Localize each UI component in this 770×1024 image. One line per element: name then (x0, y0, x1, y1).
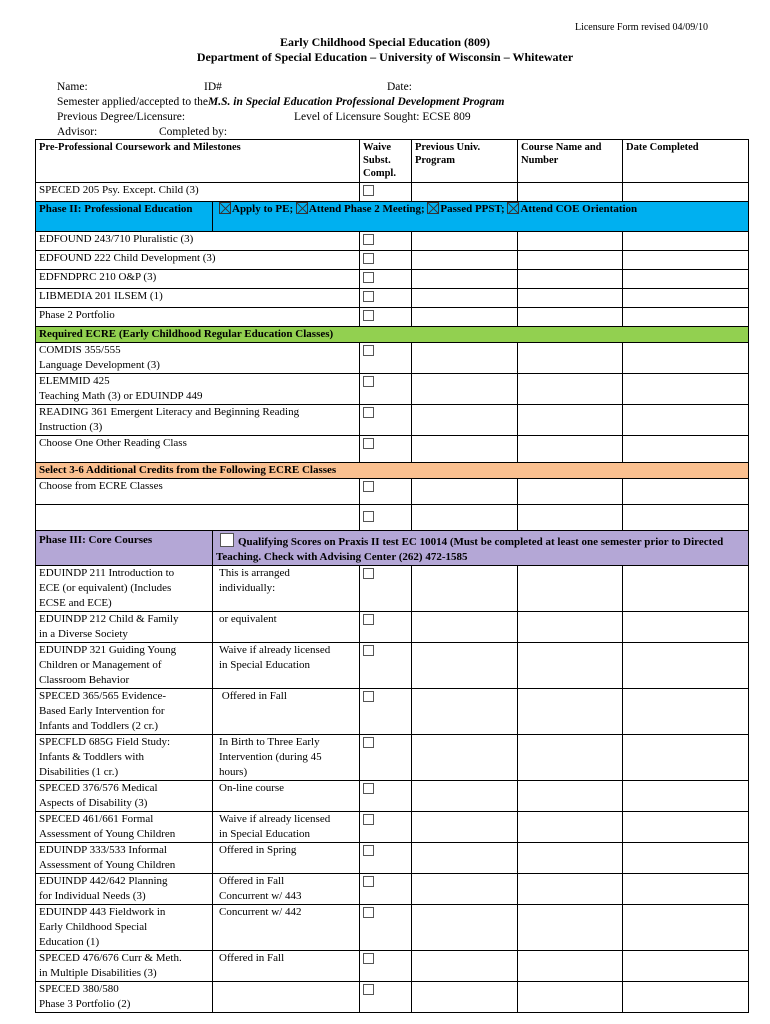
waive-checkbox[interactable] (363, 253, 374, 264)
advisor-row (57, 125, 227, 140)
table-row (36, 689, 749, 735)
date-label: Date: (387, 81, 412, 93)
advisor-label: Advisor: (57, 126, 98, 138)
course-line: Instruction (3) (39, 421, 103, 433)
header-coursework: Pre-Professional Coursework and Milestones (36, 140, 360, 183)
course-line: COMDIS 355/555 (39, 344, 121, 356)
course-cell (36, 405, 360, 436)
empty-cell[interactable] (412, 812, 518, 843)
course-line: Teaching Math (3) or EDUINDP 449 (39, 390, 203, 402)
course-cell (36, 905, 213, 951)
attend-meeting-checkbox[interactable] (296, 202, 308, 214)
course-line: EDUINDP 212 Child & Family (39, 613, 179, 625)
note-cell (213, 982, 360, 1013)
course-cell (36, 982, 213, 1013)
table-row (36, 270, 749, 289)
empty-cell[interactable] (412, 643, 518, 689)
phase3-header-row (36, 531, 749, 566)
course-line: Early Childhood Special (39, 921, 148, 933)
table-row (36, 566, 749, 612)
empty-cell[interactable] (623, 566, 749, 612)
empty-cell[interactable] (623, 812, 749, 843)
table-row (36, 812, 749, 843)
table-row (36, 874, 749, 905)
table-header-row (36, 140, 749, 183)
course-cell (36, 612, 213, 643)
course-cell (36, 343, 360, 374)
course-line: in Multiple Disabilities (3) (39, 967, 157, 979)
course-line: SPECFLD 685G Field Study: (39, 736, 171, 748)
course-cell: EDFOUND 222 Child Development (3) (36, 251, 360, 270)
empty-cell[interactable] (518, 951, 623, 982)
passed-ppst-label: Passed PPST; (440, 203, 505, 215)
course-line: SPECED 380/580 (39, 983, 119, 995)
phase3-title: Phase III: Core Courses (36, 531, 213, 566)
waive-checkbox[interactable] (363, 845, 374, 856)
header-waive: Waive Subst. Compl. (360, 140, 412, 183)
semester-row (57, 95, 505, 110)
course-line: EDUINDP 443 Fieldwork in (39, 906, 166, 918)
table-row (36, 905, 749, 951)
ecre-title: Required ECRE (Early Childhood Regular Education Classes) (36, 327, 749, 343)
table-row (36, 505, 749, 531)
course-cell (36, 505, 360, 531)
empty-cell[interactable] (518, 643, 623, 689)
note-line: Offered in Fall (219, 875, 285, 887)
empty-cell[interactable] (518, 689, 623, 735)
course-cell (36, 643, 213, 689)
waive-checkbox[interactable] (363, 272, 374, 283)
phase2-header-row (36, 202, 749, 232)
attend-meeting-label: Attend Phase 2 Meeting; (308, 203, 425, 215)
course-line: Education (1) (39, 936, 100, 948)
header-course-name: Course Name and Number (518, 140, 623, 183)
course-line: SPECED 461/661 Formal (39, 813, 154, 825)
note-cell (213, 612, 360, 643)
empty-cell[interactable] (412, 781, 518, 812)
note-cell (213, 874, 360, 905)
empty-cell[interactable] (518, 982, 623, 1013)
note-line: Intervention (during 45 (219, 751, 322, 763)
course-cell (36, 843, 213, 874)
empty-cell[interactable] (623, 612, 749, 643)
course-speced-205: SPECED 205 Psy. Except. Child (3) (36, 183, 360, 202)
course-line: Children or Management of (39, 659, 162, 671)
waive-checkbox[interactable] (363, 345, 374, 356)
course-line: READING 361 Emergent Literacy and Beginning Reading (39, 406, 300, 418)
praxis-checkbox[interactable] (220, 533, 234, 547)
empty-cell[interactable] (623, 982, 749, 1013)
empty-cell[interactable] (623, 643, 749, 689)
course-cell: EDFNDPRC 210 O&P (3) (36, 270, 360, 289)
empty-cell[interactable] (412, 689, 518, 735)
apply-pe-label: Apply to PE; (232, 203, 294, 215)
course-line: SPECED 365/565 Evidence- (39, 690, 167, 702)
note-line: hours) (219, 766, 248, 778)
table-row (36, 251, 749, 270)
note-line: In Birth to Three Early (219, 736, 320, 748)
coursework-table (35, 139, 749, 1013)
note-cell (213, 566, 360, 612)
phase2-title: Phase II: Professional Education (36, 202, 213, 232)
waive-checkbox[interactable] (363, 376, 374, 387)
course-line: Infants & Toddlers with (39, 751, 145, 763)
table-row (36, 643, 749, 689)
waive-checkbox[interactable] (363, 907, 374, 918)
course-cell (36, 874, 213, 905)
waive-checkbox[interactable] (363, 481, 374, 492)
empty-cell[interactable] (518, 781, 623, 812)
empty-cell[interactable] (518, 612, 623, 643)
note-cell (213, 812, 360, 843)
course-line: SPECED 476/676 Curr & Meth. (39, 952, 182, 964)
degree-row (57, 110, 471, 125)
waive-checkbox[interactable] (363, 737, 374, 748)
table-row (36, 982, 749, 1013)
table-row (36, 289, 749, 308)
empty-cell[interactable] (412, 566, 518, 612)
note-line: On-line course (219, 782, 285, 794)
note-line: Offered in Fall (219, 952, 285, 964)
empty-cell[interactable] (518, 566, 623, 612)
waive-checkbox[interactable] (363, 291, 374, 302)
note-line: in Special Education (219, 828, 311, 840)
course-line: EDUINDP 442/642 Planning (39, 875, 168, 887)
note-line: This is arranged (219, 567, 290, 579)
completed-by-label: Completed by: (159, 126, 228, 138)
empty-cell[interactable] (623, 951, 749, 982)
note-cell (213, 951, 360, 982)
note-cell (213, 689, 360, 735)
note-line: Offered in Fall (219, 690, 287, 702)
course-line: Infants and Toddlers (2 cr.) (39, 720, 159, 732)
table-row (36, 183, 749, 202)
apply-pe-checkbox[interactable] (219, 202, 231, 214)
table-row (36, 479, 749, 505)
table-row (36, 951, 749, 982)
course-line: in a Diverse Society (39, 628, 128, 640)
table-row (36, 343, 749, 374)
course-line: Language Development (3) (39, 359, 160, 371)
note-line: Concurrent w/ 443 (219, 890, 302, 902)
empty-cell[interactable] (623, 689, 749, 735)
semester-label: Semester applied/accepted to the (57, 96, 209, 108)
note-cell (213, 781, 360, 812)
additional-header-row (36, 463, 749, 479)
table-row (36, 374, 749, 405)
empty-cell[interactable] (518, 905, 623, 951)
table-row (36, 405, 749, 436)
program-name: M.S. in Special Education Professional Development Program (208, 96, 505, 108)
empty-cell[interactable] (518, 812, 623, 843)
table-row (36, 232, 749, 251)
phase2-milestones (213, 202, 749, 232)
empty-cell[interactable] (412, 982, 518, 1013)
waive-checkbox[interactable] (363, 876, 374, 887)
course-line: EDUINDP 333/533 Informal (39, 844, 167, 856)
ecre-header-row (36, 327, 749, 343)
praxis-milestone (213, 531, 749, 566)
table-row (36, 843, 749, 874)
name-label: Name: (57, 81, 88, 93)
licensure-level-label: Level of Licensure Sought: ECSE 809 (294, 111, 471, 123)
previous-degree-label: Previous Degree/Licensure: (57, 111, 186, 123)
name-row (57, 80, 412, 95)
empty-cell[interactable] (518, 735, 623, 781)
table-row (36, 436, 749, 463)
header-date-completed: Date Completed (623, 140, 749, 183)
course-line: Assessment of Young Children (39, 859, 176, 871)
coe-orientation-checkbox[interactable] (507, 202, 519, 214)
waive-checkbox[interactable] (363, 953, 374, 964)
course-line: ECE (or equivalent) (Includes (39, 582, 172, 594)
course-cell (36, 566, 213, 612)
course-cell: EDFOUND 243/710 Pluralistic (3) (36, 232, 360, 251)
course-cell (36, 781, 213, 812)
course-line: ELEMMID 425 (39, 375, 110, 387)
course-cell: LIBMEDIA 201 ILSEM (1) (36, 289, 360, 308)
note-line: Concurrent w/ 442 (219, 906, 302, 918)
id-label: ID# (204, 81, 222, 93)
empty-cell[interactable] (412, 735, 518, 781)
course-cell (36, 951, 213, 982)
waive-checkbox[interactable] (363, 438, 374, 449)
form-revision-date: Licensure Form revised 04/09/10 (574, 22, 708, 33)
waive-checkbox[interactable] (363, 783, 374, 794)
praxis-label: Qualifying Scores on Praxis II test EC 10014 (Must be completed at least one semester prior to Directed Teaching. Check with Advising Center (262) 472-1585 (216, 536, 724, 563)
course-cell (36, 689, 213, 735)
waive-checkbox[interactable] (363, 691, 374, 702)
empty-cell[interactable] (623, 843, 749, 874)
waive-checkbox[interactable] (363, 984, 374, 995)
header-previous: Previous Univ. Program (412, 140, 518, 183)
waive-checkbox[interactable] (363, 511, 374, 522)
note-line: Offered in Spring (219, 844, 297, 856)
additional-title: Select 3-6 Additional Credits from the Following ECRE Classes (36, 463, 749, 479)
course-cell: Choose One Other Reading Class (36, 436, 360, 463)
empty-cell[interactable] (623, 781, 749, 812)
note-cell (213, 735, 360, 781)
course-line: ECSE and ECE) (39, 597, 112, 609)
course-line: SPECED 376/576 Medical (39, 782, 158, 794)
title-line-1: Early Childhood Special Education (809) (279, 35, 491, 49)
note-line: Waive if already licensed (219, 813, 331, 825)
empty-cell[interactable] (518, 843, 623, 874)
course-cell (36, 812, 213, 843)
empty-cell[interactable] (518, 874, 623, 905)
course-line: Aspects of Disability (3) (39, 797, 148, 809)
course-line: Disabilities (1 cr.) (39, 766, 119, 778)
table-row (36, 735, 749, 781)
title-line-2: Department of Special Education – University of Wisconsin – Whitewater (196, 50, 574, 64)
waive-checkbox[interactable] (363, 814, 374, 825)
note-cell (213, 905, 360, 951)
note-line: in Special Education (219, 659, 311, 671)
waive-checkbox[interactable] (363, 614, 374, 625)
table-row (36, 308, 749, 327)
empty-cell[interactable] (412, 874, 518, 905)
passed-ppst-checkbox[interactable] (427, 202, 439, 214)
empty-cell[interactable] (623, 905, 749, 951)
waive-checkbox[interactable] (363, 185, 374, 196)
empty-cell[interactable] (412, 905, 518, 951)
course-line: Phase 3 Portfolio (2) (39, 998, 131, 1010)
empty-cell[interactable] (623, 874, 749, 905)
phase3-rows (36, 566, 749, 1013)
course-line: EDUINDP 321 Guiding Young (39, 644, 177, 656)
course-cell: Phase 2 Portfolio (36, 308, 360, 327)
course-cell (36, 735, 213, 781)
course-line: Based Early Intervention for (39, 705, 165, 717)
waive-checkbox[interactable] (363, 407, 374, 418)
course-line: Assessment of Young Children (39, 828, 176, 840)
empty-cell[interactable] (412, 612, 518, 643)
form-title (0, 35, 770, 65)
course-line: for Individual Needs (3) (39, 890, 146, 902)
course-line: EDUINDP 211 Introduction to (39, 567, 175, 579)
coe-orientation-label: Attend COE Orientation (520, 203, 638, 215)
waive-checkbox[interactable] (363, 234, 374, 245)
note-line: Waive if already licensed (219, 644, 331, 656)
note-cell (213, 643, 360, 689)
empty-cell[interactable] (412, 843, 518, 874)
course-line: Classroom Behavior (39, 674, 130, 686)
note-line: or equivalent (219, 613, 277, 625)
empty-cell[interactable] (623, 735, 749, 781)
table-row (36, 781, 749, 812)
note-line: individually: (219, 582, 276, 594)
waive-checkbox[interactable] (363, 568, 374, 579)
course-cell: Choose from ECRE Classes (36, 479, 360, 505)
table-row (36, 612, 749, 643)
course-cell (36, 374, 360, 405)
waive-checkbox[interactable] (363, 310, 374, 321)
note-cell (213, 843, 360, 874)
empty-cell[interactable] (412, 951, 518, 982)
waive-checkbox[interactable] (363, 645, 374, 656)
